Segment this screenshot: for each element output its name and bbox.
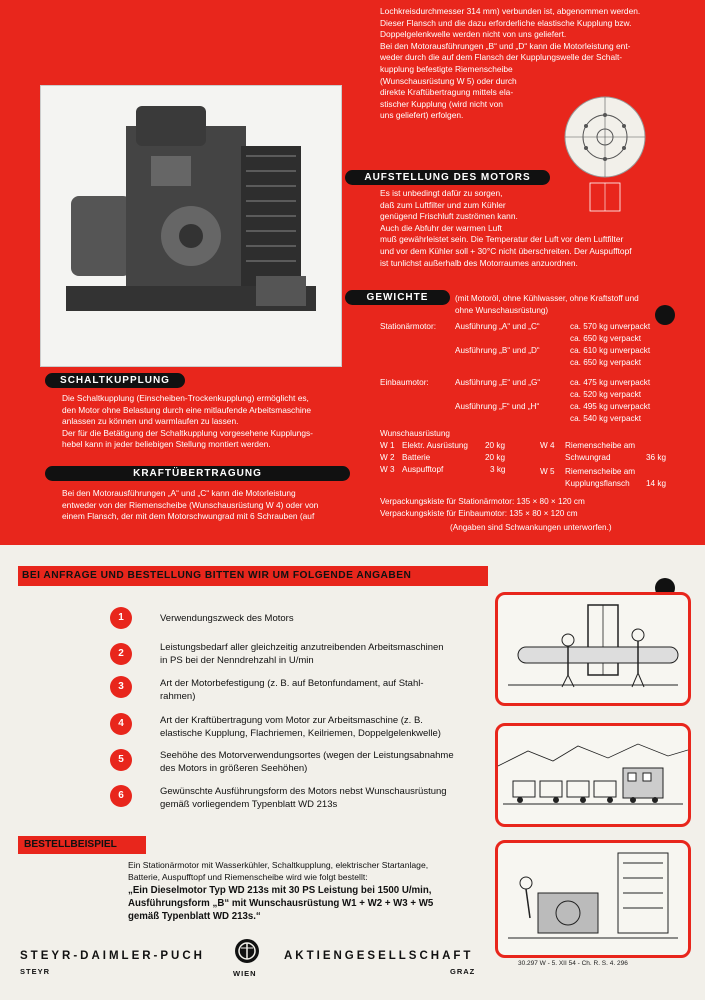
kraft-heading: KRAFTÜBERTRAGUNG <box>45 466 350 481</box>
weight-variant: Ausführung „E“ und „G“ <box>455 378 541 387</box>
weight-value: ca. 570 kg unverpackt <box>570 322 651 331</box>
weight-value: ca. 610 kg unverpackt <box>570 346 651 355</box>
item-text <box>160 677 424 703</box>
aufstellung-line: Auch die Abfuhr der warmen Luft <box>380 222 502 233</box>
weight-label: Einbaumotor: <box>380 378 429 387</box>
aufstellung-line: muß gewährleistet sein. Die Temperatur der Luft vor dem Luftfilter <box>380 234 624 245</box>
kiste-line: Verpackungskiste für Einbaumotor: 135 × 80 × 120 cm <box>380 509 578 518</box>
weight-value: ca. 475 kg unverpackt <box>570 378 651 387</box>
item-line: Gewünschte Ausführungsform des Motors nebst Wunschausrüstung <box>160 786 447 797</box>
top-paragraph-line: stischer Kupplung (wird nicht von <box>380 98 503 109</box>
top-paragraph-line: Bei den Motorausführungen „B“ und „D“ kann die Motorleistung ent- <box>380 40 631 51</box>
wunsch-name: Riemenscheibe am <box>565 441 636 450</box>
kraft-line: Bei den Motorausführungen „A“ und „C“ kann die Motorleistung <box>62 488 296 498</box>
aufstellung-line: ist tunlichst außerhalb des Motorraumes anzuordnen. <box>380 257 578 268</box>
item-number: 4 <box>110 713 132 735</box>
wunsch-value: 20 kg <box>485 441 506 450</box>
item-number: 5 <box>110 749 132 771</box>
item-line: Verwendungszweck des Motors <box>160 613 294 624</box>
item-text <box>160 714 441 740</box>
city-steyr: STEYR <box>20 967 51 976</box>
item-text <box>160 749 454 775</box>
top-paragraph-line: uns geliefert) erfolgen. <box>380 110 464 121</box>
item-number: 2 <box>110 643 132 665</box>
item-number: 1 <box>110 607 132 629</box>
illustration-sawmill <box>495 592 691 706</box>
company-right: AKTIENGESELLSCHAFT <box>284 950 474 962</box>
wunsch-name: Kupplungsflansch <box>565 479 630 488</box>
item-line: des Motors in größeren Seehöhen) <box>160 763 308 774</box>
gewichte-intro: ohne Wunschausrüstung) <box>455 306 549 315</box>
print-code: 30.297 W - 5. XII 54 - Ch. R. S. 4. 296 <box>518 960 628 967</box>
kraft-line: einem Flansch, der mit dem Motorschwungrad mit 6 Schrauben (auf <box>62 511 315 522</box>
schaltkupplung-line: Die Schaltkupplung (Einscheiben-Trockenkupplung) ermöglicht es, <box>62 393 309 403</box>
aufstellung-line: und vor dem Kühler soll + 30°C nicht überschreiten. Der Auspufftopf <box>380 245 632 256</box>
company-left: STEYR-DAIMLER-PUCH <box>20 950 205 962</box>
item-line: gemäß vorliegendem Typenblatt WD 213s <box>160 799 338 810</box>
item-text <box>160 612 294 625</box>
schaltkupplung-heading: SCHALTKUPPLUNG <box>45 373 185 388</box>
wunsch-code: W 4 <box>540 441 555 450</box>
punch-hole <box>655 305 675 325</box>
aufstellung-heading: AUFSTELLUNG DES MOTORS <box>345 170 550 185</box>
aufstellung-line: Es ist unbedingt dafür zu sorgen, <box>380 188 503 198</box>
gewichte-intro: (mit Motoröl, ohne Kühlwasser, ohne Kraftstoff und <box>455 294 639 303</box>
item-line: Art der Kraftübertragung vom Motor zur Arbeitsmaschine (z. B. <box>160 715 423 726</box>
bestell-quote <box>128 884 433 923</box>
kiste-line: Verpackungskiste für Stationärmotor: 135 × 80 × 120 cm <box>380 497 585 506</box>
bestell-line: Ein Stationärmotor mit Wasserkühler, Schaltkupplung, elektrischer Startanlage, <box>128 860 429 870</box>
wunsch-name: Auspufftopf <box>402 465 444 474</box>
gewichte-note: (Angaben sind Schwankungen unterworfen.) <box>450 523 612 532</box>
bestell-line: Batterie, Auspufftopf und Riemenscheibe wird wie folgt bestellt: <box>128 872 368 882</box>
item-line: rahmen) <box>160 691 196 702</box>
wunsch-code: W 2 <box>380 453 395 462</box>
wunsch-value: 36 kg <box>646 453 667 462</box>
bestell-text <box>128 859 428 883</box>
aufstellung-line: genügend Frischluft zuströmen kann. <box>380 211 518 222</box>
top-paragraph-line: Lochkreisdurchmesser 314 mm) verbunden ist, abgenommen werden. <box>380 6 641 16</box>
wunsch-name: Riemenscheibe am <box>565 467 636 476</box>
wunsch-code: W 3 <box>380 465 395 474</box>
wunsch-name: Elektr. Ausrüstung <box>402 441 468 450</box>
city-graz: GRAZ <box>450 967 476 976</box>
schaltkupplung-line: anlassen zu können und warmlaufen zu lassen. <box>62 416 239 427</box>
weight-label: Stationärmotor: <box>380 322 436 331</box>
wunsch-name: Batterie <box>402 453 431 462</box>
schaltkupplung-line: hebel kann in jeder beliebigen Stellung montiert werden. <box>62 439 271 450</box>
schaltkupplung-text <box>62 393 313 451</box>
item-line: in PS bei der Nenndrehzahl in U/min <box>160 655 314 666</box>
illustration-engine-work <box>495 840 691 958</box>
kraft-line: entweder von der Riemenscheibe (Wunschausrüstung W 4) oder von <box>62 499 319 510</box>
top-paragraph-line: Dieser Flansch und die dazu erforderliche elastische Kupplung bzw. <box>380 17 632 28</box>
schaltkupplung-line: den Motor ohne Belastung durch eine mitlaufende Arbeitsmaschine <box>62 404 312 415</box>
wunsch-code: W 1 <box>380 441 395 450</box>
item-text <box>160 785 447 811</box>
wunsch-name: Schwungrad <box>565 453 611 462</box>
weight-value: ca. 520 kg verpackt <box>570 390 641 399</box>
weight-value: ca. 650 kg verpackt <box>570 358 641 367</box>
weight-value: ca. 540 kg verpackt <box>570 414 641 423</box>
city-wien: WIEN <box>233 969 257 978</box>
item-line: elastische Kupplung, Flachriemen, Keilriemen, Doppelgelenkwelle) <box>160 728 441 739</box>
item-text <box>160 641 444 667</box>
schaltkupplung-line: Der für die Betätigung der Schaltkupplung vorgesehene Kupplungs- <box>62 427 313 438</box>
bestell-heading: BESTELLBEISPIEL <box>24 839 117 850</box>
bestell-quote-line: „Ein Dieselmotor Typ WD 213s mit 30 PS Leistung bei 1500 U/min, <box>128 885 432 896</box>
wunsch-value: 14 kg <box>646 479 667 488</box>
weight-variant: Ausführung „B“ und „D“ <box>455 346 540 355</box>
weight-variant: Ausführung „F“ und „H“ <box>455 402 540 411</box>
item-line: Leistungsbedarf aller gleichzeitig anzutreibenden Arbeitsmaschinen <box>160 642 444 653</box>
weight-value: ca. 650 kg verpackt <box>570 334 641 343</box>
item-number: 6 <box>110 785 132 807</box>
top-paragraph-line: direkte Kraftübertragung mittels ela- <box>380 87 514 98</box>
wunsch-code: W 5 <box>540 467 555 476</box>
aufstellung-line: daß zum Luftfilter und zum Kühler <box>380 199 506 210</box>
top-paragraph-line: Doppelgelenkwelle werden nicht von uns geliefert. <box>380 29 567 40</box>
bestell-quote-line: Ausführungsform „B“ mit Wunschausrüstung W1 + W2 + W3 + W5 <box>128 898 434 909</box>
top-paragraph-line: kupplung befestigte Riemenscheibe <box>380 63 513 74</box>
item-line: Art der Motorbefestigung (z. B. auf Betonfundament, auf Stahl- <box>160 678 424 689</box>
top-paragraph-line: weder durch die auf dem Flansch der Kupplungswelle der Schalt- <box>380 52 623 63</box>
bestell-quote-line: gemäß Typenblatt WD 213s.“ <box>128 911 261 922</box>
item-number: 3 <box>110 676 132 698</box>
weight-variant: Ausführung „A“ und „C“ <box>455 322 540 331</box>
weight-value: ca. 495 kg unverpackt <box>570 402 651 411</box>
illustration-train <box>495 723 691 827</box>
wunsch-value: 20 kg <box>485 453 506 462</box>
kraft-text <box>62 488 318 523</box>
gewichte-heading: GEWICHTE <box>345 290 450 305</box>
anfrage-heading: BEI ANFRAGE UND BESTELLUNG BITTEN WIR UM FOLGENDE ANGABEN <box>22 570 412 581</box>
logo-icon <box>234 938 260 964</box>
wunsch-title: Wunschausrüstung <box>380 429 450 438</box>
item-line: Seehöhe des Motorverwendungsortes (wegen der Leistungsabnahme <box>160 750 454 761</box>
wunsch-value: 3 kg <box>490 465 506 474</box>
top-paragraph-line: (Wunschausrüstung W 5) oder durch <box>380 75 517 86</box>
